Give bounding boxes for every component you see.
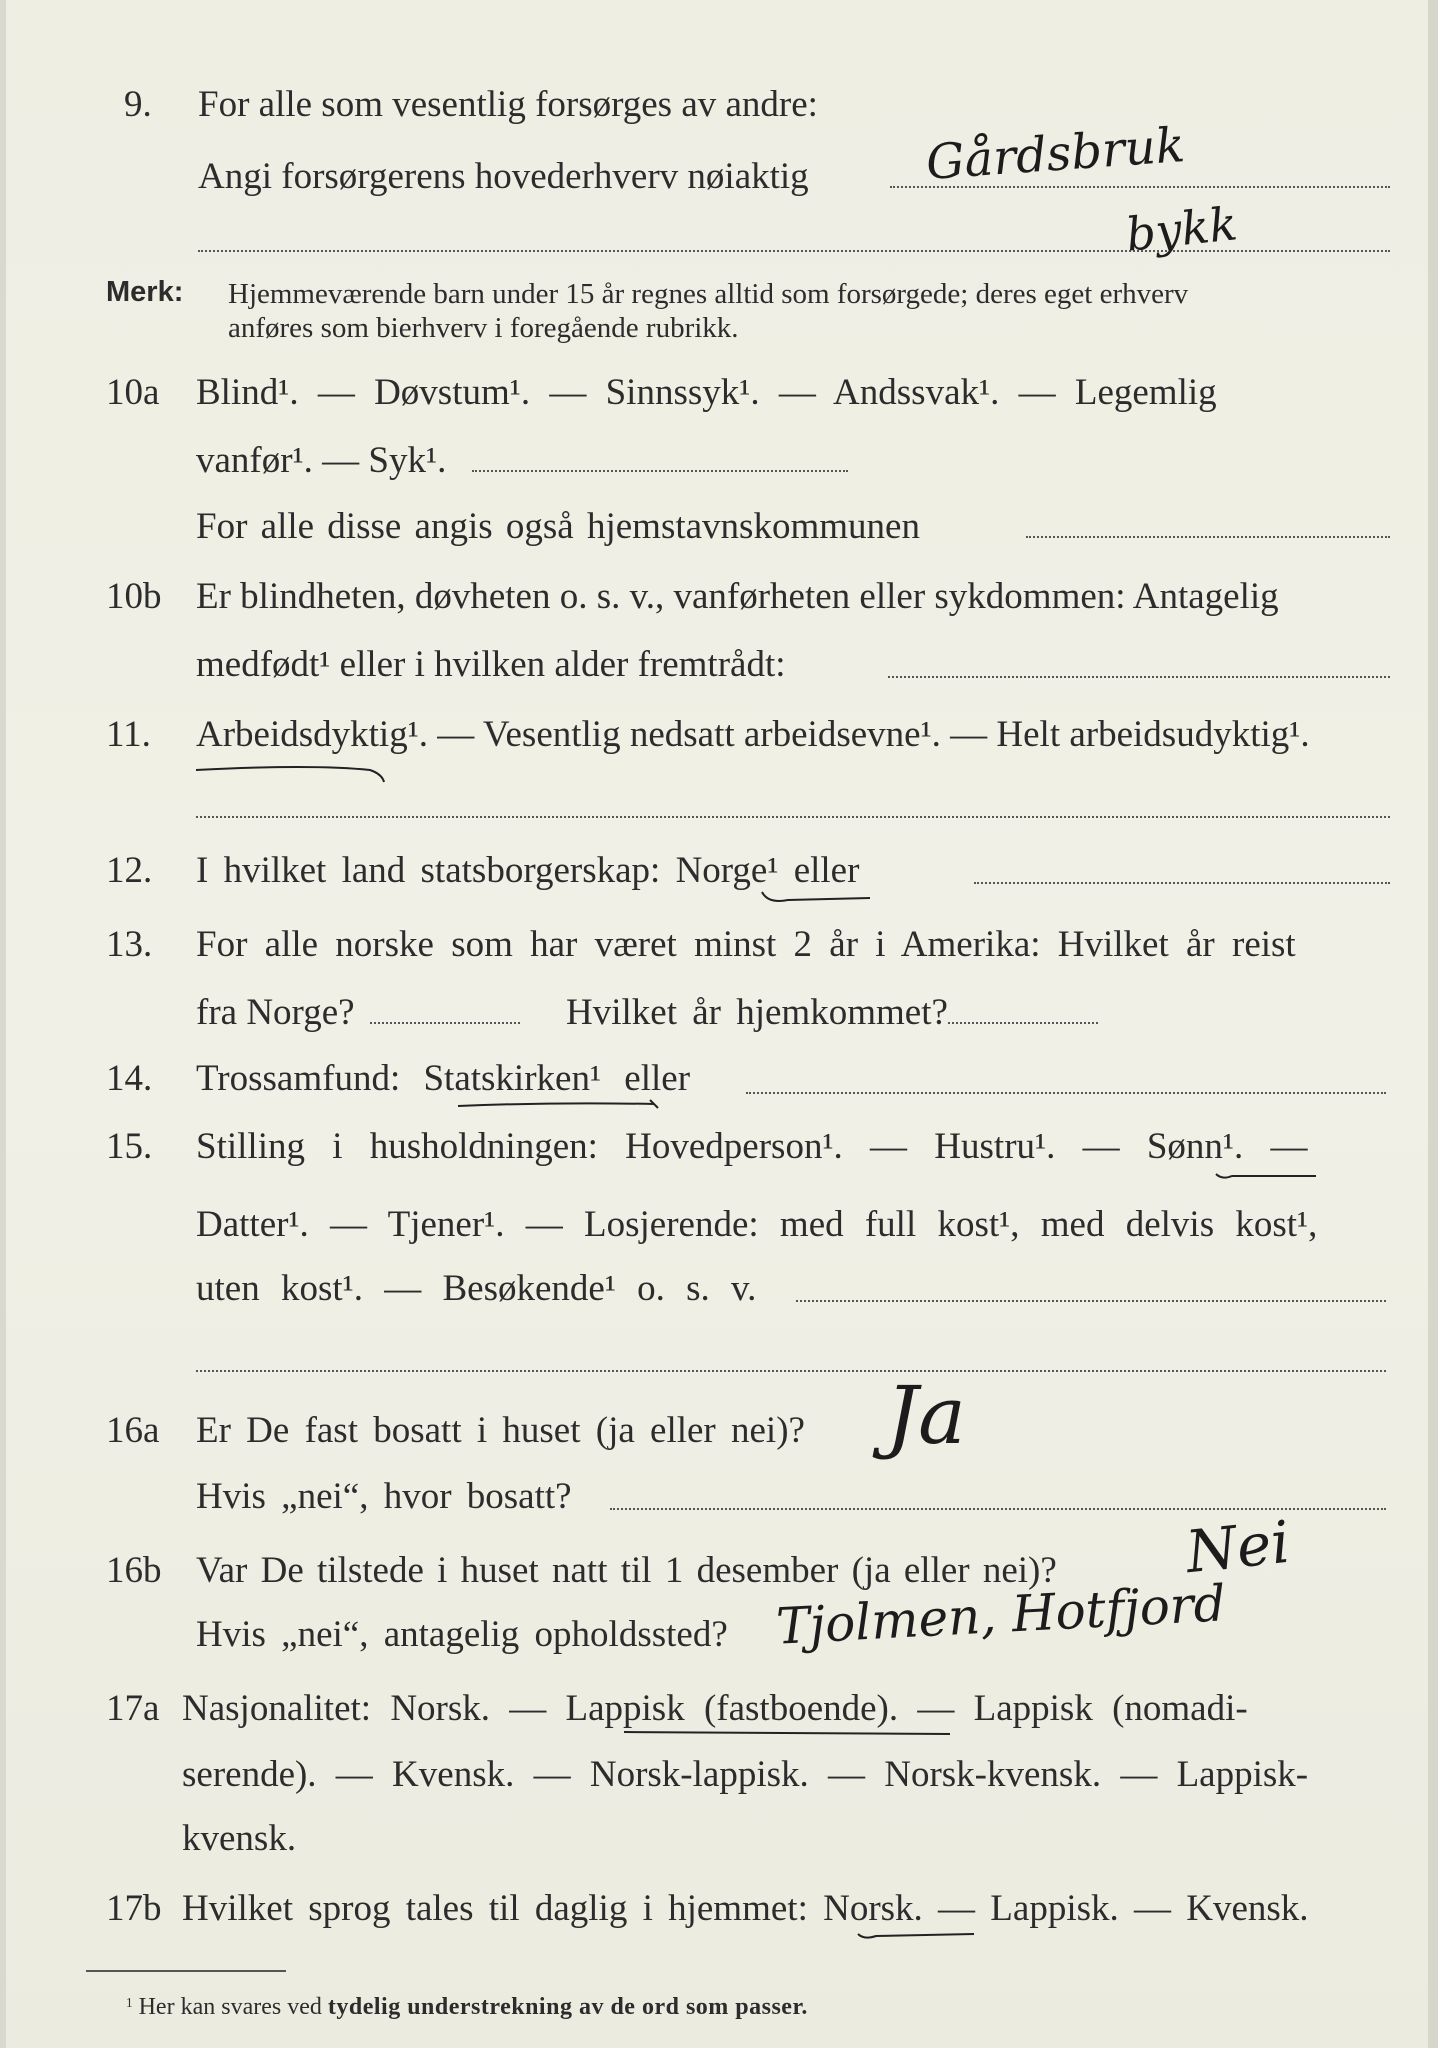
footnote: [126, 1994, 808, 2021]
q16b-number: 16b: [106, 1550, 162, 1591]
q16a-number: 16a: [106, 1410, 160, 1451]
footnote-text-b: tydelig understrekning av de ord som passer.: [327, 1994, 808, 2020]
q11-line1: Arbeidsdyktig¹. — Vesentlig nedsatt arbeidsevne¹. — Helt arbeidsudyktig¹.: [196, 714, 1310, 755]
q17a-number: 17a: [106, 1688, 160, 1729]
q9-line1: For alle som vesentlig forsørges av andre:: [198, 84, 818, 125]
q16a-line2: Hvis „nei“, hvor bosatt?: [196, 1476, 572, 1517]
q15-number: 15.: [106, 1126, 153, 1167]
q15-answer-line: [796, 1300, 1386, 1302]
q17b-underline-mark: [854, 1922, 984, 1944]
q10b-answer-line: [888, 676, 1390, 678]
footnote-rule: [86, 1970, 286, 1972]
q15-underline-mark: [1212, 1164, 1322, 1186]
footnote-text-a: Her kan svares ved: [138, 1994, 322, 2020]
q16b-line1: Var De tilstede i huset natt til 1 desember (ja eller nei)?: [196, 1550, 1057, 1591]
q9-number: 9.: [124, 84, 152, 125]
q11-underline-mark: [192, 760, 392, 790]
q14-underline-mark: [454, 1094, 664, 1116]
q13-line2b: Hvilket år hjemkommet?: [566, 992, 948, 1033]
q10b-number: 10b: [106, 576, 162, 617]
q13-reist-line: [370, 1022, 520, 1024]
q11-answer-line: [196, 816, 1390, 818]
q12-underline-mark: [758, 886, 878, 910]
q12-number: 12.: [106, 850, 153, 891]
merk-line1: Hjemmeværende barn under 15 år regnes alltid som forsørgede; deres eget erhverv: [228, 278, 1189, 310]
q13-hjemkommet-line: [948, 1022, 1098, 1024]
q11-number: 11.: [106, 714, 151, 755]
q17b-number: 17b: [106, 1888, 162, 1929]
q15-line1: Stilling i husholdningen: Hovedperson¹. — Hustru¹. — Sønn¹. —: [196, 1126, 1308, 1167]
q16b-handwritten-answer1: Nei: [1182, 1507, 1293, 1587]
q9-handwritten-answer2: bykk: [1123, 196, 1240, 262]
q15-answer-line2: [196, 1370, 1386, 1372]
q17b-line1: Hvilket sprog tales til daglig i hjemmet: Norsk. — Lappisk. — Kvensk.: [182, 1888, 1309, 1929]
q17a-line1: Nasjonalitet: Norsk. — Lappisk (fastboende). — Lappisk (nomadi-: [182, 1688, 1248, 1729]
q10b-line2: medfødt¹ eller i hvilken alder fremtrådt:: [196, 644, 786, 685]
q14-answer-line: [746, 1092, 1386, 1094]
q10a-line2: vanfør¹. — Syk¹.: [196, 440, 447, 481]
q10a-answer-line: [472, 470, 848, 472]
q12-line1: I hvilket land statsborgerskap: Norge¹ eller: [196, 850, 860, 891]
q14-number: 14.: [106, 1058, 153, 1099]
q16b-line2: Hvis „nei“, antagelig opholdssted?: [196, 1614, 728, 1655]
q10a-line3: For alle disse angis også hjemstavnskommunen: [196, 506, 920, 547]
q15-line3: uten kost¹. — Besøkende¹ o. s. v.: [196, 1268, 757, 1309]
q10b-line1: Er blindheten, døvheten o. s. v., vanførheten eller sykdommen: Antagelig: [196, 576, 1279, 617]
merk-line2: anføres som bierhverv i foregående rubrikk.: [228, 312, 739, 344]
merk-label: Merk:: [106, 276, 184, 308]
q13-line2a: fra Norge?: [196, 992, 355, 1033]
q12-answer-line: [974, 882, 1390, 884]
q17a-underline-mark: [620, 1724, 960, 1742]
footnote-mark: 1: [126, 1994, 133, 2010]
q16a-line1: Er De fast bosatt i huset (ja eller nei)?: [196, 1410, 805, 1451]
q17a-line3: kvensk.: [182, 1818, 297, 1859]
q15-line2: Datter¹. — Tjener¹. — Losjerende: med full kost¹, med delvis kost¹,: [196, 1204, 1318, 1245]
q10a-number: 10a: [106, 372, 160, 413]
q13-line1: For alle norske som har været minst 2 år i Amerika: Hvilket år reist: [196, 924, 1296, 965]
q10a-hjemstavn-line: [1026, 536, 1390, 538]
q17a-line2: serende). — Kvensk. — Norsk-lappisk. — Norsk-kvensk. — Lappisk-: [182, 1754, 1309, 1795]
q9-handwritten-answer1: Gårdsbruk: [924, 117, 1187, 191]
q14-line1: Trossamfund: Statskirken¹ eller: [196, 1058, 691, 1099]
q16b-handwritten-answer2: Tjolmen, Hotfjord: [774, 1574, 1227, 1656]
q10a-line1: Blind¹. — Døvstum¹. — Sinnssyk¹. — Andssvak¹. — Legemlig: [196, 372, 1217, 413]
q16a-handwritten-answer: Ja: [886, 1369, 966, 1462]
q9-line2: Angi forsørgerens hovederhverv nøiaktig: [198, 156, 809, 197]
q13-number: 13.: [106, 924, 153, 965]
